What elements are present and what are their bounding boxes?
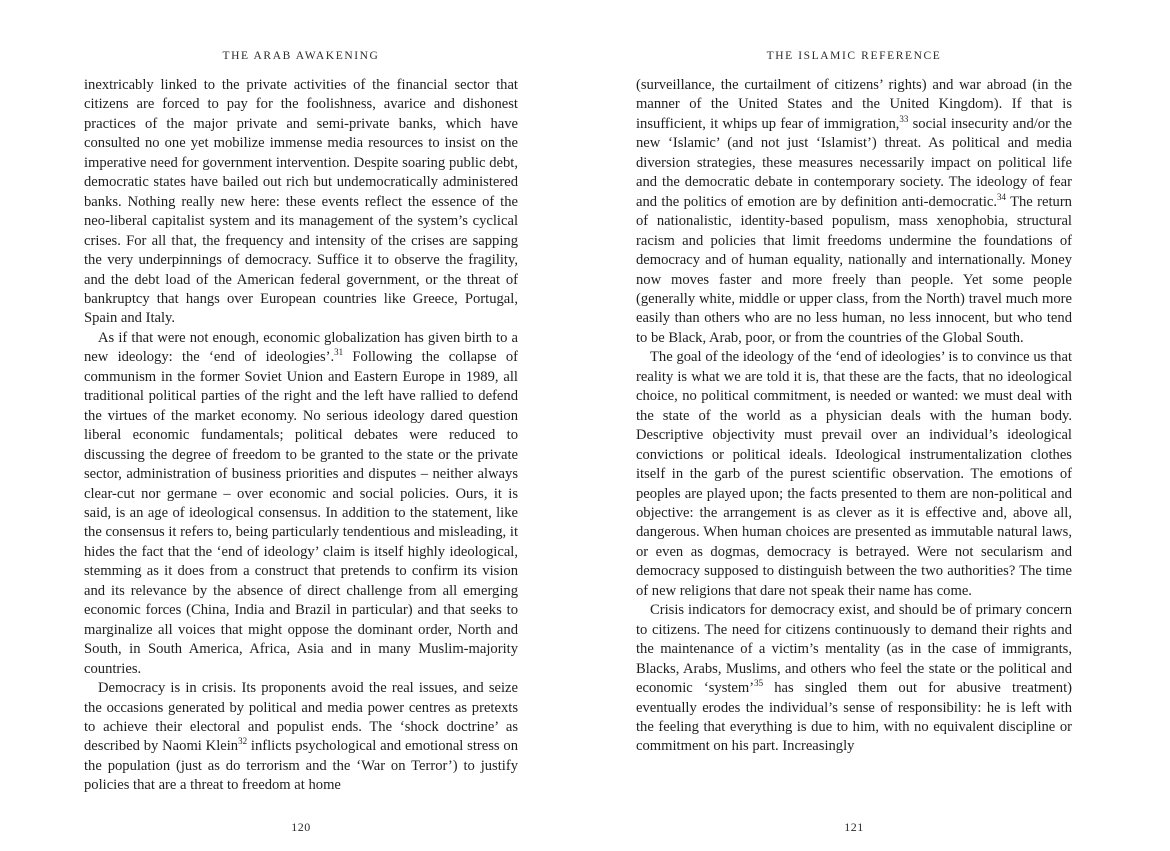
footnote-ref: 31: [334, 347, 344, 358]
footnote-ref: 32: [238, 736, 248, 747]
page-number-right: 121: [844, 820, 864, 834]
right-page: [636, 0, 1072, 851]
right-page-body: [636, 76, 1072, 757]
page-number-left: 120: [291, 820, 311, 834]
paragraph: Crisis indicators for democracy exist, and should be of primary concern to citizens. The need for citizens continuously to demand their rights and the maintenance of a victim’s mentality (as in the case of immigrants, Blacks, Arabs, Muslims, and others who feel the state or the political and economic ‘system’$^{35}$ has singled them out for abusive treatment) eventually erodes the individual’s sense of responsibility: he is left with the feeling that everything is due to him, with no equivalent discipline or commitment on his part. Increasingly: [636, 602, 1072, 755]
left-page: [84, 0, 518, 851]
paragraph: As if that were not enough, economic globalization has given birth to a new ideology: the ‘end of ideologies’.$^{31}$ Following the collapse of communism in the former Soviet Union and Eastern Europe in 1989, all traditional political parties of the right and the left have rallied to defend the virtues of the market economy. No serious ideology dared question liberal economic fundamentals; political debates were reduced to discussing the degree of freedom to be granted to the state or the private sector, administration of business priorities and disputes – neither always clear-cut nor germane – over economic and social policies. Ours, it is said, is an age of ideological consensus. In addition to the statement, like the consensus it refers to, being particularly tendentious and misleading, it hides the fact that the ‘end of ideology’ claim is itself highly ideological, stemming as it does from a construct that pretends to confirm its vision and its relevance by the absence of direct challenge from all emerging economic forces (China, India and Brazil in particular) and that seeks to marginalize all voices that might oppose the dominant order, North and South, in South America, Africa, Asia and in many Muslim-majority countries.: [84, 329, 519, 677]
paragraph: (surveillance, the curtailment of citizens’ rights) and war abroad (in the manner of the United States and the United Kingdom). If that is insufficient, it whips up fear of immigration,$^{33}$ social insecurity and/or the new ‘Islamic’ (and not just ‘Islamist’) threat. As political and media diversion strategies, these measures necessarily impact on political life and the democratic debate in contemporary society. The ideology of fear and the politics of emotion are by definition anti-democratic.$^{34}$ The return of nationalistic, identity-based populism, mass xenophobia, structural racism and policies that limit freedoms undermine the foundations of democracy and of human equality, nationally and internationally. Money now moves faster and more freely than people. Yet some people (generally white, middle or upper class, from the North) travel much more easily than others who are no less human, no less innocent, but who tend to be Black, Arab, poor, or from the countries of the Global South.: [636, 77, 1073, 346]
footnote-ref: 35: [754, 678, 764, 689]
paragraph: The goal of the ideology of the ‘end of ideologies’ is to convince us that reality is what we are told it is, that these are the facts, that no ideological choice, no political commitment, is needed or wanted: we must deal with the state of the world as a physician deals with the human body. Descriptive objectivity must prevail over an individual’s ideological convictions or political ideals. Ideological instrumentalization clothes itself in the garb of the purest scientific observation. The emotions of peoples are played upon; the facts presented to them are non-political and objective: the arrangement is as clever as it is effective and, above all, dangerous. When human choices are presented as immutable natural laws, or even as dogmas, democracy is betrayed. Were not secularism and democracy supposed to distinguish between the two authorities? The time of new religions that dare not speak their name has come.: [636, 349, 1072, 599]
running-head-left: THE ARAB AWAKENING: [222, 50, 380, 62]
paragraph: Democracy is in crisis. Its proponents avoid the real issues, and seize the occasions generated by political and media power centres as pretexts to achieve their electoral and populist ends. The ‘shock doctrine’ as described by Naomi Klein$^{32}$ inflicts psychological and emotional stress on the population (just as do terrorism and the ‘War on Terror’) to justify policies that are a threat to freedom at home: [84, 680, 518, 794]
footnote-ref: 34: [997, 191, 1007, 202]
left-page-body: [84, 76, 518, 796]
running-head-right: THE ISLAMIC REFERENCE: [766, 50, 942, 62]
footnote-ref: 33: [899, 114, 909, 125]
paragraph: inextricably linked to the private activities of the financial sector that citizens are forced to pay for the foolishness, avarice and dishonest practices of the major private and semi-private banks, which have consulted no one yet mobilize immense media resources to insist on the imperative need for government intervention. Despite soaring public debt, democratic states have bailed out rich but undemocratically administered banks. Nothing really new here: these events reflect the essence of the neo-liberal capitalist system and its management of the system’s cyclical crises. For all that, the frequency and intensity of the crises are sapping the very underpinnings of democracy. Suffice it to observe the fragility, and the debt load of the American federal government, or the threat of bankruptcy that hangs over European countries like Greece, Portugal, Spain and Italy.: [84, 77, 518, 327]
